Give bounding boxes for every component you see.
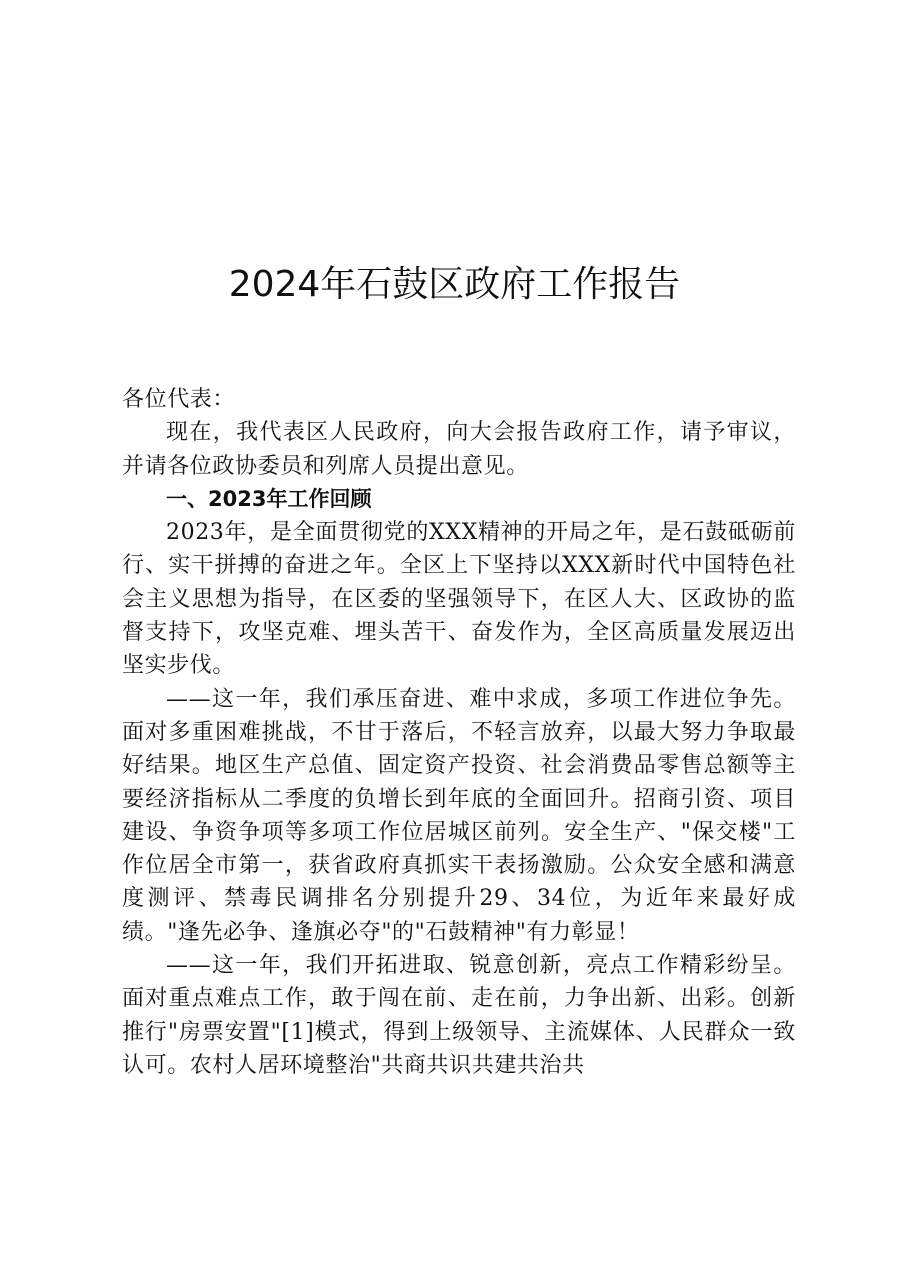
salutation: 各位代表： — [122, 387, 236, 412]
intro-paragraph: 现在，我代表区人民政府，向大会报告政府工作，请予审议，并请各位政协委员和列席人员提出意见。 — [122, 420, 796, 479]
document-body — [122, 383, 796, 1082]
document-title: 2024年石鼓区政府工作报告 — [228, 264, 681, 305]
body-paragraph-2: ——这一年，我们承压奋进、难中求成，多项工作进位争先。面对多重困难挑战，不甘于落后，不轻言放弃，以最大努力争取最好结果。地区生产总值、固定资产投资、社会消费品零售总额等主要经济指标从二季度的负增长到年底的全面回升。招商引资、项目建设、争资争项等多项工作位居城区前列。安全生产、"保交楼"工作位居全市第一，获省政府真抓实干表扬激励。公众安全感和满意度测评、禁毒民调排名分别提升29、34位，为近年来最好成绩。"逢先必争、逢旗必夺"的"石鼓精神"有力彰显！ — [122, 686, 796, 945]
section-heading: 一、2023年工作回顾 — [166, 486, 372, 511]
body-paragraph-3: ——这一年，我们开拓进取、锐意创新，亮点工作精彩纷呈。面对重点难点工作，敢于闯在前、走在前，力争出新、出彩。创新推行"房票安置"[1]模式，得到上级领导、主流媒体、人民群众一致认可。农村人居环境整治"共商共识共建共治共 — [122, 953, 796, 1078]
body-paragraph-1: 2023年，是全面贯彻党的XXX精神的开局之年，是石鼓砥砺前行、实干拼搏的奋进之年。全区上下坚持以XXX新时代中国特色社会主义思想为指导，在区委的坚强领导下，在区人大、区政协的监督支持下，攻坚克难、埋头苦干、奋发作为，全区高质量发展迈出坚实步伐。 — [122, 520, 796, 679]
